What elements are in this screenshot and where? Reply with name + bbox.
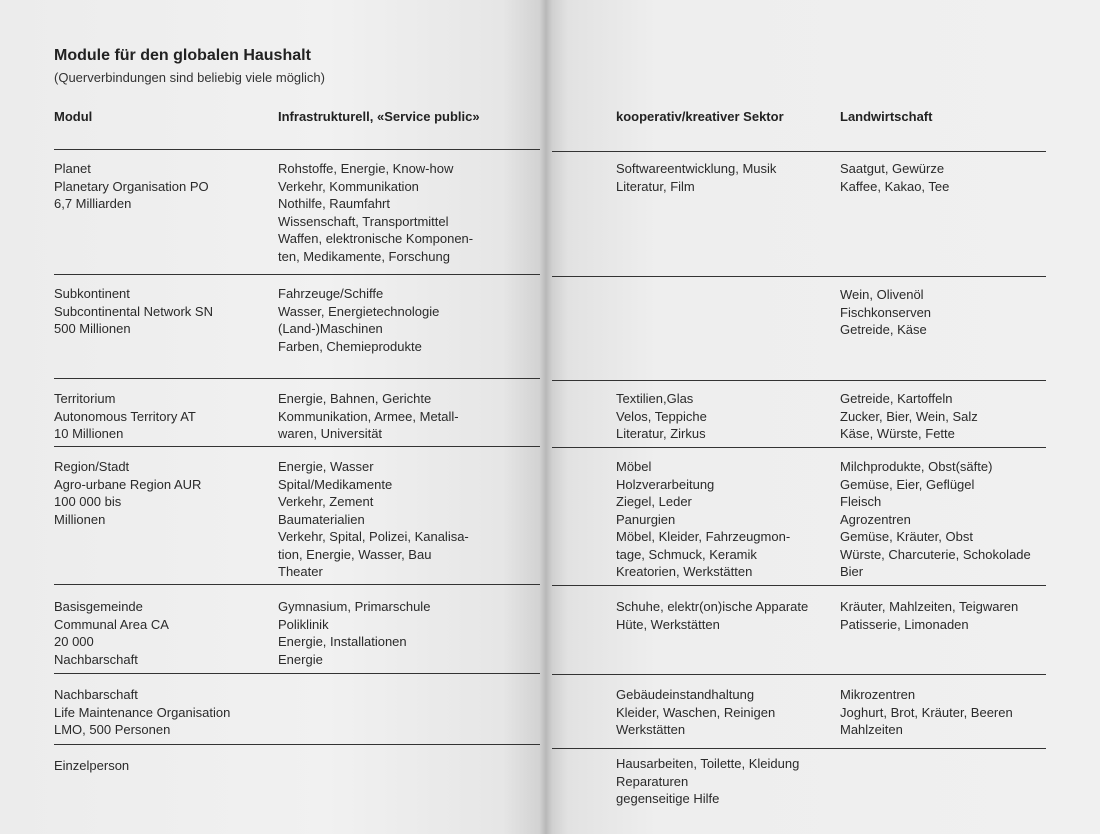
cell-line: Baumaterialien — [278, 511, 365, 527]
cell-line: Bier — [840, 564, 864, 579]
cell-line: Energie, Bahnen, Gerichte — [278, 391, 432, 406]
cell-line: Energie, Wasser — [278, 459, 374, 474]
page-subtitle: (Querverbindungen sind beliebig viele möglich) — [54, 70, 325, 85]
header-land: Landwirtschaft — [840, 109, 933, 124]
cell-line: Agro-urbane Region AUR — [54, 476, 202, 492]
cell-line: Gymnasium, Primarschule — [278, 599, 431, 614]
cell-koop — [616, 390, 707, 443]
cell-line: Panurgien — [616, 511, 676, 527]
cell-line: Kaffee, Kakao, Tee — [840, 178, 950, 194]
cell-line: Reparaturen — [616, 773, 689, 789]
cell-line: Gemüse, Eier, Geflügel — [840, 476, 975, 492]
cell-infra — [278, 390, 459, 443]
cell-line: LMO, 500 Personen — [54, 722, 171, 737]
cell-line: Zucker, Bier, Wein, Salz — [840, 408, 978, 424]
cell-modul — [54, 757, 129, 775]
cell-line: Möbel — [616, 459, 652, 474]
cell-line: Gemüse, Kräuter, Obst — [840, 529, 973, 544]
cell-line: Verkehr, Kommunikation — [278, 178, 419, 194]
cell-line: Einzelperson — [54, 758, 130, 773]
header-infra: Infrastrukturell, «Service public» — [278, 109, 480, 124]
cell-land — [840, 686, 1013, 739]
cell-modul — [54, 390, 196, 443]
cell-line: Mahlzeiten — [840, 722, 903, 737]
cell-land — [840, 160, 949, 195]
rule-line — [546, 276, 1046, 277]
cell-koop — [616, 686, 775, 739]
rule-line — [546, 380, 1046, 381]
cell-line: Joghurt, Brot, Kräuter, Beeren — [840, 704, 1013, 720]
cell-line: 20 000 — [54, 634, 94, 649]
right-page — [546, 0, 1100, 834]
cell-line: Subcontinental Network SN — [54, 303, 213, 319]
cell-line: Wasser, Energietechnologie — [278, 303, 440, 319]
cell-line: Spital/Medikamente — [278, 476, 393, 492]
cell-line: Planetary Organisation PO — [54, 178, 209, 194]
page-title: Module für den globalen Haushalt — [54, 47, 311, 64]
cell-line: Communal Area CA — [54, 616, 169, 632]
rule-line — [546, 151, 1046, 152]
rule-line — [54, 584, 546, 585]
cell-line: Waffen, elektronische Komponen- — [278, 231, 474, 246]
cell-line: Textilien,Glas — [616, 391, 694, 406]
cell-line: Planet — [54, 161, 91, 176]
rule-line — [54, 149, 546, 150]
cell-line: 500 Millionen — [54, 321, 131, 336]
cell-line: gegenseitige Hilfe — [616, 791, 720, 806]
cell-line: Region/Stadt — [54, 459, 130, 474]
cell-land — [840, 598, 1018, 633]
cell-line: Nachbarschaft — [54, 651, 138, 667]
rule-line — [54, 274, 546, 275]
cell-koop — [616, 160, 776, 195]
cell-line: Energie — [278, 651, 323, 667]
cell-line: Hausarbeiten, Toilette, Kleidung — [616, 756, 800, 771]
cell-line: Kräuter, Mahlzeiten, Teigwaren — [840, 599, 1019, 614]
cell-line: Theater — [278, 564, 323, 579]
cell-line: Life Maintenance Organisation — [54, 704, 231, 720]
rule-line — [546, 674, 1046, 675]
cell-line: 6,7 Milliarden — [54, 196, 132, 211]
cell-koop — [616, 755, 799, 808]
rule-line — [54, 744, 546, 745]
cell-modul — [54, 458, 201, 528]
cell-line: Basisgemeinde — [54, 599, 143, 614]
rule-line — [54, 446, 546, 447]
cell-line: Käse, Würste, Fette — [840, 426, 955, 441]
cell-infra — [278, 598, 430, 668]
cell-line: Softwareentwicklung, Musik — [616, 161, 777, 176]
cell-line: Rohstoffe, Energie, Know-how — [278, 161, 454, 176]
cell-line: Gebäudeinstandhaltung — [616, 687, 755, 702]
cell-modul — [54, 686, 230, 739]
cell-koop — [616, 458, 790, 581]
cell-line: Werkstätten — [616, 722, 686, 737]
cell-modul — [54, 160, 209, 213]
rule-line — [546, 585, 1046, 586]
cell-line: Ziegel, Leder — [616, 494, 692, 509]
cell-line: Würste, Charcuterie, Schokolade — [840, 546, 1031, 562]
book-gutter — [540, 0, 552, 834]
cell-line: Nachbarschaft — [54, 687, 138, 702]
rule-line — [546, 447, 1046, 448]
cell-line: Velos, Teppiche — [616, 408, 707, 424]
cell-land — [840, 390, 978, 443]
cell-line: ten, Medikamente, Forschung — [278, 248, 450, 264]
cell-line: Millionen — [54, 511, 106, 527]
cell-line: Fahrzeuge/Schiffe — [278, 286, 384, 301]
cell-line: Kommunikation, Armee, Metall- — [278, 408, 459, 424]
cell-line: Mikrozentren — [840, 687, 916, 702]
cell-line: Saatgut, Gewürze — [840, 161, 945, 176]
cell-line: 100 000 bis — [54, 494, 122, 509]
cell-infra — [278, 285, 439, 355]
cell-line: tage, Schmuck, Keramik — [616, 546, 757, 562]
header-koop: kooperativ/kreativer Sektor — [616, 109, 784, 124]
cell-line: Fleisch — [840, 494, 882, 509]
cell-line: tion, Energie, Wasser, Bau — [278, 546, 432, 562]
cell-modul — [54, 285, 213, 338]
rule-line — [546, 748, 1046, 749]
cell-line: Verkehr, Spital, Polizei, Kanalisa- — [278, 529, 469, 544]
cell-line: (Land-)Maschinen — [278, 321, 383, 336]
cell-line: Wein, Olivenöl — [840, 287, 924, 302]
cell-line: Patisserie, Limonaden — [840, 616, 969, 632]
cell-line: waren, Universität — [278, 426, 383, 441]
cell-line: Agrozentren — [840, 511, 911, 527]
cell-line: Subkontinent — [54, 286, 130, 301]
cell-line: Autonomous Territory AT — [54, 408, 196, 424]
cell-line: Hüte, Werkstätten — [616, 616, 720, 632]
cell-infra — [278, 458, 469, 581]
rule-line — [54, 378, 546, 379]
cell-line: Energie, Installationen — [278, 634, 407, 649]
rule-line — [54, 673, 546, 674]
left-page — [0, 0, 546, 834]
cell-infra — [278, 160, 473, 265]
cell-line: Schuhe, elektr(on)ische Apparate — [616, 599, 809, 614]
cell-line: Wissenschaft, Transportmittel — [278, 213, 449, 229]
cell-line: Getreide, Kartoffeln — [840, 391, 953, 406]
cell-line: Möbel, Kleider, Fahrzeugmon- — [616, 529, 791, 544]
cell-line: Territorium — [54, 391, 116, 406]
cell-modul — [54, 598, 169, 668]
cell-line: Milchprodukte, Obst(säfte) — [840, 459, 993, 474]
cell-line: Verkehr, Zement — [278, 494, 374, 509]
cell-koop — [616, 598, 808, 633]
cell-land — [840, 458, 1031, 581]
cell-line: Farben, Chemieprodukte — [278, 338, 422, 354]
cell-line: 10 Millionen — [54, 426, 124, 441]
cell-line: Poliklinik — [278, 616, 329, 632]
cell-line: Getreide, Käse — [840, 322, 927, 337]
cell-line: Fischkonserven — [840, 304, 932, 320]
cell-line: Kleider, Waschen, Reinigen — [616, 704, 776, 720]
cell-line: Literatur, Film — [616, 178, 695, 194]
cell-land — [840, 286, 931, 339]
cell-line: Kreatorien, Werkstätten — [616, 564, 753, 579]
header-modul: Modul — [54, 109, 93, 124]
cell-line: Literatur, Zirkus — [616, 426, 706, 441]
cell-line: Nothilfe, Raumfahrt — [278, 196, 390, 211]
cell-line: Holzverarbeitung — [616, 476, 715, 492]
